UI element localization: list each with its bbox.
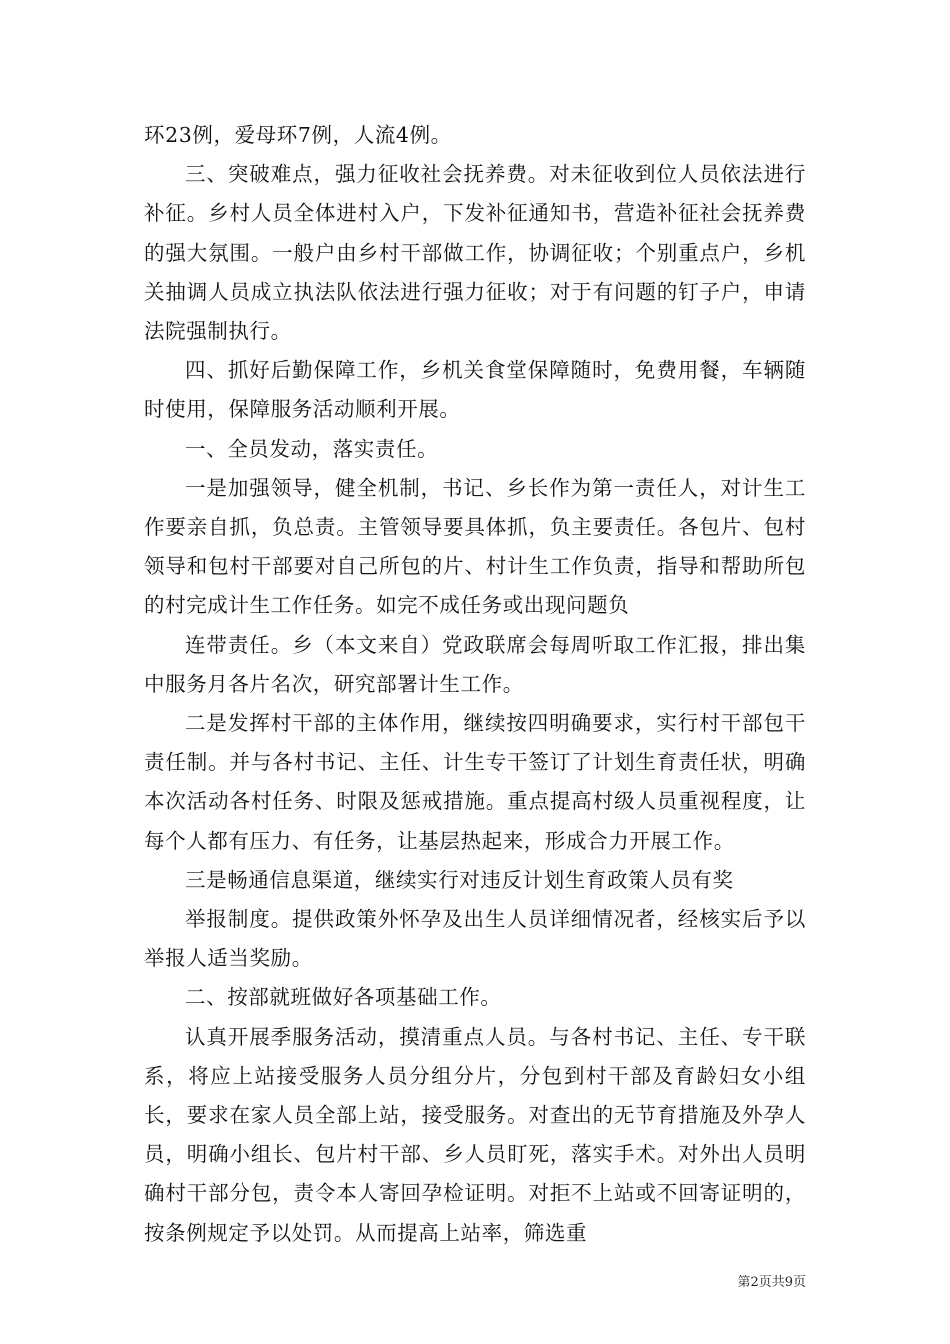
paragraph-7: 二是发挥村干部的主体作用，继续按四明确要求，实行村干部包干责任制。并与各村书记、主任、计生专干签订了计划生育责任状，明确本次活动各村任务、时限及惩戒措施。重点提高村级人员重视程度，让每个人都有压力、有任务，让基层热起来，形成合力开展工作。 <box>144 711 806 853</box>
paragraph-1: 环23例，爱母环7例，人流4例。 <box>144 123 452 147</box>
document-body <box>144 116 806 1253</box>
paragraph-2: 三、突破难点，强力征收社会抚养费。对未征收到位人员依法进行补征。乡村人员全体进村入户，下发补征通知书，营造补征社会抚养费的强大氛围。一般户由乡村干部做工作，协调征收；个别重点户，乡机关抽调人员成立执法队依法进行强力征收；对于有问题的钉子户，申请法院强制执行。 <box>144 162 806 344</box>
paragraph-11: 认真开展季服务活动，摸清重点人员。与各村书记、主任、专干联系，将应上站接受服务人员分组分片，分包到村干部及育龄妇女小组长，要求在家人员全部上站，接受服务。对查出的无节育措施及外孕人员，明确小组长、包片村干部、乡人员盯死，落实手术。对外出人员明确村干部分包，责令本人寄回孕检证明。对拒不上站或不回寄证明的，按条例规定予以处罚。从而提高上站率，筛选重 <box>144 1024 806 1245</box>
paragraph-6: 连带责任。乡（本文来自）党政联席会每周听取工作汇报，排出集中服务月各片名次，研究部署计生工作。 <box>144 632 806 696</box>
page-footer <box>680 1275 806 1291</box>
paragraph-8: 三是畅通信息渠道，继续实行对违反计划生育政策人员有奖 <box>185 867 734 892</box>
paragraph-10: 二、按部就班做好各项基础工作。 <box>185 985 502 1010</box>
paragraph-5: 一是加强领导，健全机制，书记、乡长作为第一责任人，对计生工作要亲自抓，负总责。主管领导要具体抓，负主要责任。各包片、包村领导和包村干部要对自己所包的片、村计生工作负责，指导和帮助所包的村完成计生工作任务。如完不成任务或出现问题负 <box>144 475 806 618</box>
paragraph-9: 举报制度。提供政策外怀孕及出生人员详细情况者，经核实后予以举报人适当奖励。 <box>144 907 806 971</box>
paragraph-3: 四、抓好后勤保障工作，乡机关食堂保障随时，免费用餐，车辆随时使用，保障服务活动顺利开展。 <box>144 358 806 422</box>
paragraph-4: 一、全员发动，落实责任。 <box>185 436 439 461</box>
page-number-label: 第2页共9页 <box>737 1275 806 1290</box>
